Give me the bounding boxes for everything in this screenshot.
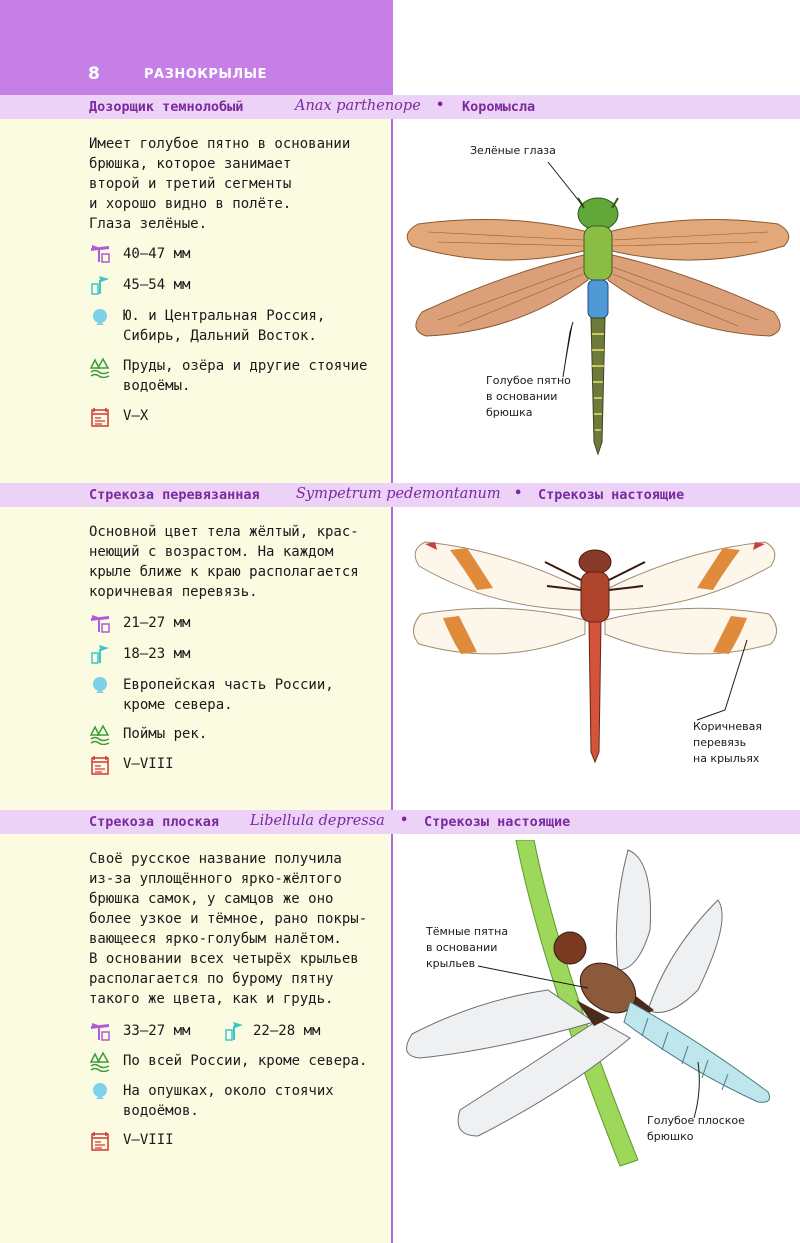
body-length-icon: [89, 274, 111, 296]
abdomen: [624, 1002, 770, 1102]
species-3-range: На опушках, около стоячих водоёмов.: [123, 1083, 334, 1119]
species-2-period: V–VIII: [123, 756, 174, 772]
habitat-icon: [89, 723, 111, 745]
head: [578, 198, 618, 230]
species-2-wingspan: 21–27 мм: [123, 615, 191, 631]
species-2-latin: Sympetrum pedemontanum: [296, 486, 501, 502]
species-1-description: Имеет голубое пятно в основании брюшка, которое занимает второй и третий сегменты и хорошо видно в полёте. Глаза зелёные.: [89, 136, 351, 232]
species-1-body-length: 45–54 мм: [123, 277, 191, 293]
callout-blue-spot: Голубое пятно в основании брюшка: [486, 374, 571, 419]
species-2-title-bar: [0, 483, 800, 507]
species-1-name: Дозорщик темнолобый: [89, 99, 244, 115]
abdomen: [591, 318, 605, 454]
wingspan-icon: [89, 612, 111, 634]
callout-band: Коричневая перевязь на крыльях: [693, 720, 762, 765]
calendar-icon: [89, 406, 111, 428]
species-3-habitat: По всей России, кроме севера.: [123, 1053, 368, 1069]
abdomen: [589, 622, 601, 762]
species-1-wingspan: 40–47 мм: [123, 246, 191, 262]
dragonfly-1-illustration: [398, 122, 798, 472]
head: [554, 932, 586, 964]
callout-wing-spots: Тёмные пятна в основании крыльев: [426, 925, 509, 970]
species-1-family: Коромысла: [462, 99, 536, 115]
species-2-range: Европейская часть России, кроме севера.: [123, 677, 334, 713]
page-number: 8: [88, 64, 100, 84]
head: [579, 550, 611, 574]
column-divider: [391, 0, 393, 1243]
species-2-habitat: Поймы рек.: [123, 726, 208, 742]
species-2-family: Стрекозы настоящие: [538, 487, 685, 503]
title-separator: •: [436, 98, 445, 113]
species-3-period: V–VIII: [123, 1132, 174, 1148]
species-2-description: Основной цвет тела жёлтый, крас- неющий с возрастом. На каждом крыле ближе к краю располагается коричневая перевязь.: [89, 524, 359, 600]
body-length-icon: [223, 1020, 245, 1042]
globe-icon: [89, 1080, 111, 1102]
title-separator: •: [400, 813, 409, 828]
calendar-icon: [89, 1130, 111, 1152]
species-3-description: Своё русское название получила из-за уплощённого ярко-жёлтого брюшка самок, у самцов же оно более узкое и тёмное, рано покры- вающееся ярко-голубым налётом. В основании всех четырёх крыльев располагается по бурому пятну такого же цвета, как и грудь.: [89, 851, 368, 1007]
species-1-range: Ю. и Центральная Россия, Сибирь, Дальний Восток.: [123, 308, 326, 344]
globe-icon: [89, 306, 111, 328]
species-3-title-bar: [0, 810, 800, 834]
callout-abdomen: Голубое плоское брюшко: [647, 1114, 745, 1143]
species-3-wingspan: 33–27 мм: [123, 1023, 191, 1039]
species-2-name: Стрекоза перевязанная: [89, 487, 260, 503]
habitat-icon: [89, 1050, 111, 1072]
thorax: [581, 572, 609, 622]
species-1-habitat: Пруды, озёра и другие стоячие водоёмы.: [123, 358, 368, 394]
wingspan-icon: [89, 242, 111, 264]
title-separator: •: [514, 486, 523, 501]
species-3-name: Стрекоза плоская: [89, 814, 220, 830]
section-title: РАЗНОКРЫЛЫЕ: [144, 67, 268, 82]
habitat-icon: [89, 356, 111, 378]
species-3-body-length: 22–28 мм: [253, 1023, 321, 1039]
thorax: [584, 226, 612, 280]
species-2-body-length: 18–23 мм: [123, 646, 191, 662]
body-length-icon: [89, 643, 111, 665]
species-1-title-bar: [0, 95, 800, 119]
species-3-latin: Libellula depressa: [250, 813, 385, 829]
wingspan-icon: [89, 1020, 111, 1042]
species-3-family: Стрекозы настоящие: [424, 814, 571, 830]
page-header: [0, 0, 393, 95]
species-1-period: V–X: [123, 408, 149, 424]
globe-icon: [89, 674, 111, 696]
callout-eyes: Зелёные глаза: [470, 144, 556, 157]
blue-spot: [588, 280, 608, 318]
species-1-latin: Anax parthenope: [295, 98, 421, 114]
calendar-icon: [89, 754, 111, 776]
